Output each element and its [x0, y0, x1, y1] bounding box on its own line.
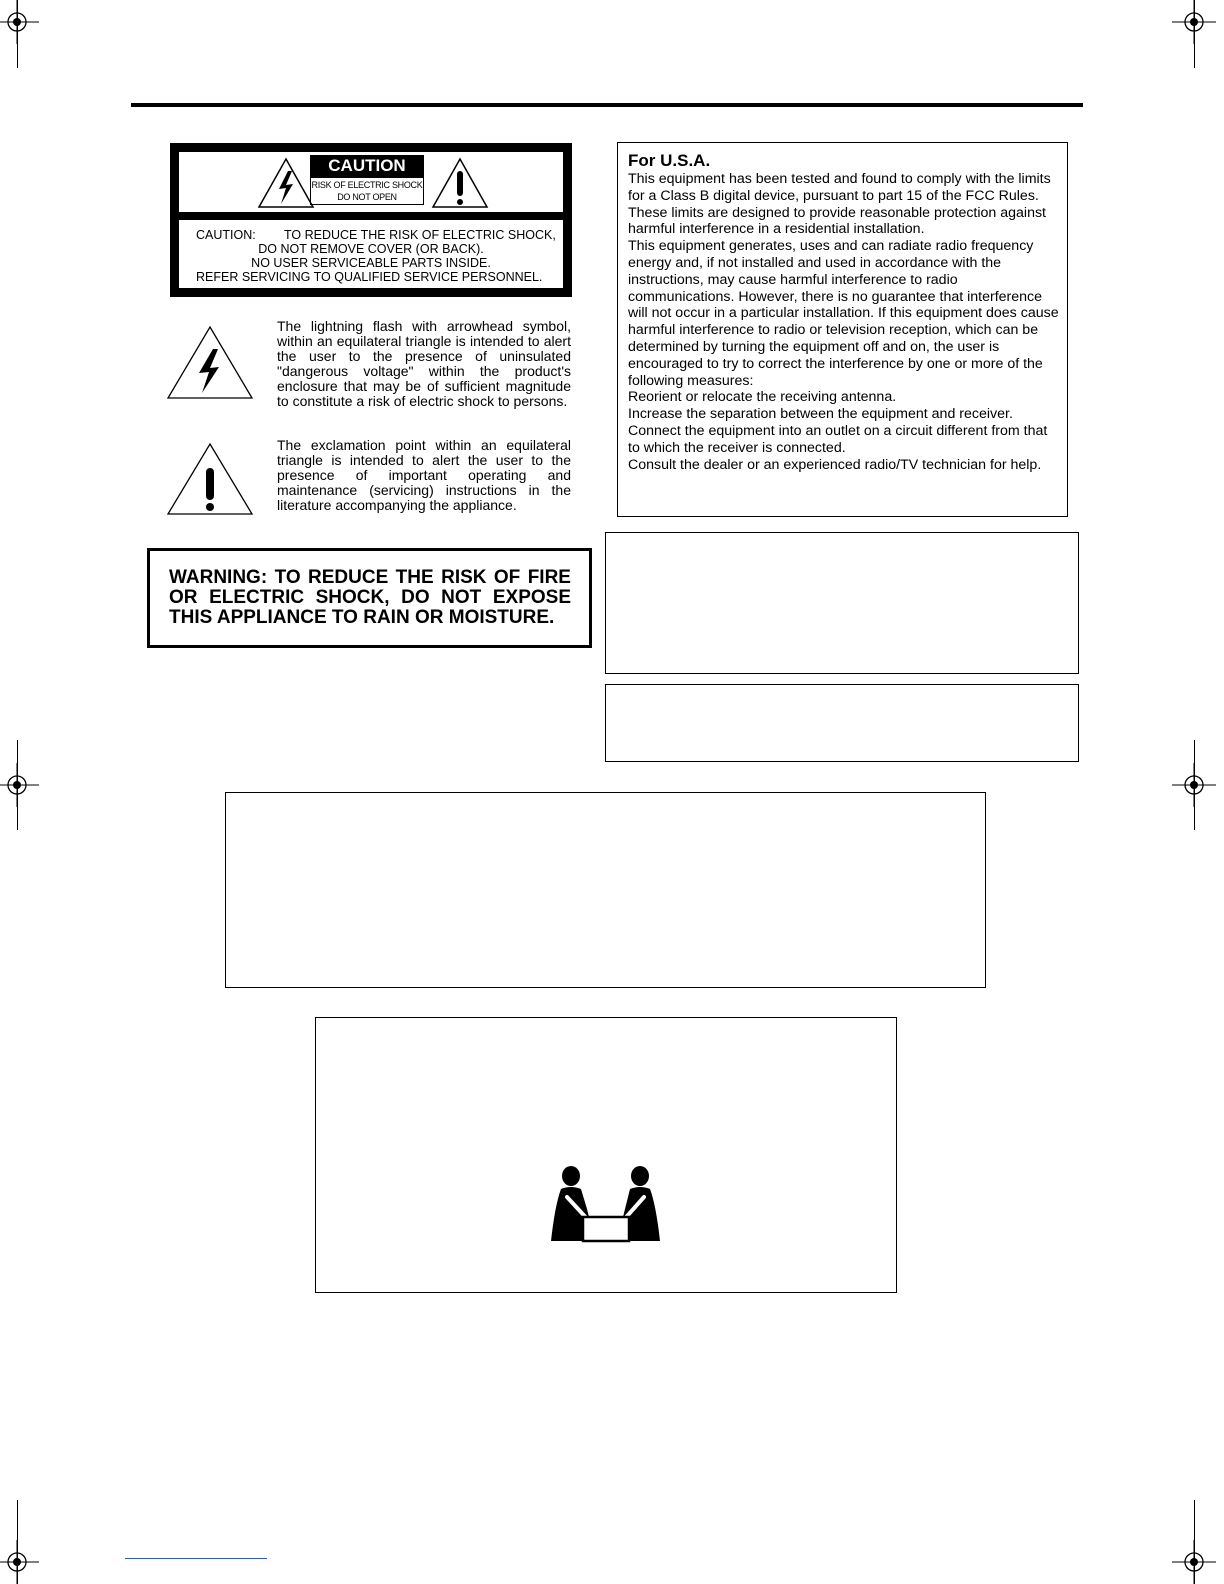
lightning-triangle-icon: [257, 157, 315, 209]
fcc-measure: Consult the dealer or an experienced radio/TV technician for help.: [628, 456, 1042, 473]
caution-subtitle: [310, 177, 424, 205]
caution-label-header: [179, 152, 563, 212]
fcc-measure: Reorient or relocate the receiving antenna.: [628, 389, 897, 406]
registration-mark-icon: [0, 1540, 39, 1584]
trim-line: [1194, 1500, 1195, 1584]
trim-line: [1194, 740, 1195, 830]
lightning-triangle-icon: [165, 325, 255, 400]
notice-box-empty: [605, 684, 1079, 762]
caution-subtitle-line: RISK OF ELECTRIC SHOCK: [311, 180, 423, 190]
notice-box-empty: [225, 792, 986, 988]
warning-text: WARNING: TO REDUCE THE RISK OF FIRE OR ELECTRIC SHOCK, DO NOT EXPOSE THIS APPLIANCE TO RAIN OR MOISTURE.: [169, 567, 571, 628]
trim-line: [17, 740, 18, 830]
footer-rule: [125, 1558, 267, 1559]
two-person-lift-icon: [551, 1165, 661, 1243]
header-rule: [131, 103, 1083, 107]
warning-box: [147, 548, 592, 648]
lightning-symbol-explanation: The lightning flash with arrowhead symbol, within an equilateral triangle is intended to alert the user to the presence of uninsulated "dangerous voltage" within the product's enclosure that may be of sufficient magnitude to constitute a risk of electric shock to persons.: [277, 318, 571, 409]
fcc-measure: Connect the equipment into an outlet on a circuit different from that to which the receiver is connected.: [628, 422, 1048, 456]
lifting-notice-box: [315, 1017, 897, 1293]
caution-label-text: [179, 220, 563, 288]
fcc-notice-box: [617, 142, 1068, 517]
exclamation-triangle-icon: [431, 157, 489, 209]
trim-line: [1194, 0, 1195, 68]
fcc-measure: Increase the separation between the equipment and receiver.: [628, 406, 1013, 423]
trim-line: [17, 0, 18, 68]
exclamation-triangle-icon: [165, 442, 255, 516]
trim-line: [17, 1500, 18, 1584]
caution-line: TO REDUCE THE RISK OF ELECTRIC SHOCK,: [284, 228, 556, 242]
caution-label: [170, 143, 572, 297]
caution-line: NO USER SERVICEABLE PARTS INSIDE.: [251, 256, 491, 270]
fcc-paragraph: This equipment has been tested and found to comply with the limits for a Class B digital device, pursuant to part 15 of the FCC Rules. These limits are designed to provide reasonable protection against harmful interference in a residential installation.: [628, 171, 1051, 238]
caution-line: DO NOT REMOVE COVER (OR BACK).: [258, 242, 484, 256]
caution-title: CAUTION: [310, 155, 424, 177]
caution-prefix: CAUTION:: [196, 228, 256, 242]
notice-box-empty: [605, 532, 1079, 674]
registration-mark-icon: [0, 763, 39, 807]
fcc-title: For U.S.A.: [628, 151, 711, 170]
caution-subtitle-line: DO NOT OPEN: [337, 192, 397, 202]
fcc-paragraph: This equipment generates, uses and can radiate radio frequency energy and, if not installed and used in accordance with the instructions, may cause harmful interference to radio communications. However, there is no guarantee that interference will not occur in a particular installation. If this equipment does cause harmful interference to radio or television reception, which can be determined by turning the equipment off and on, the user is encouraged to try to correct the interference by one or more of the following measures:: [628, 238, 1059, 389]
registration-mark-icon: [0, 0, 39, 44]
exclamation-symbol-explanation: The exclamation point within an equilateral triangle is intended to alert the user to the presence of important operating and maintenance (servicing) instructions in the literature accompanying the appliance.: [277, 437, 571, 513]
caution-line: REFER SERVICING TO QUALIFIED SERVICE PERSONNEL.: [196, 270, 543, 284]
